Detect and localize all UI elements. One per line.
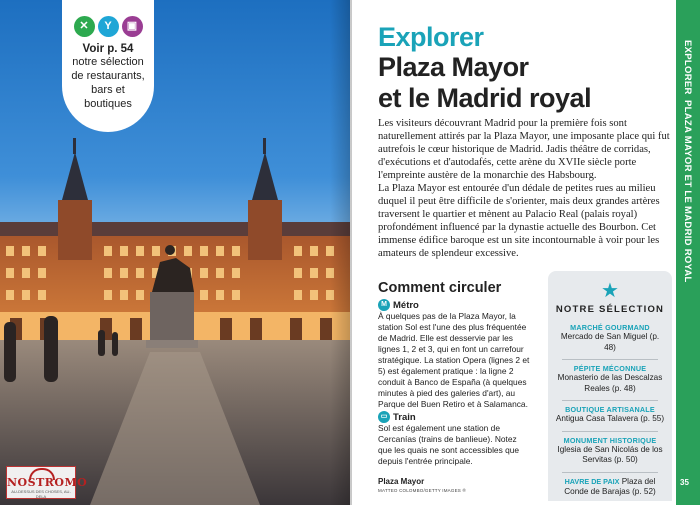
train-label: Train (393, 411, 416, 423)
page-title (378, 52, 591, 114)
text-page (352, 0, 676, 505)
selection-item (548, 323, 672, 353)
selection-category: PÉPITE MÉCONNUE (573, 364, 647, 373)
selection-place: Plaza del Conde de Barajas (p. 52) (564, 476, 656, 496)
selection-category: MONUMENT HISTORIQUE (563, 435, 657, 445)
photo-caption: Plaza Mayor (378, 477, 425, 486)
title-line: et le Madrid royal (378, 83, 592, 113)
star-icon: ★ (601, 280, 619, 302)
logo-tagline: AU-DESSUS DES CHOSES, AU-DELA (11, 489, 71, 499)
divider (562, 400, 658, 401)
photo-credit: MATTEO COLOMBO/GETTY IMAGES ® (378, 488, 466, 493)
selection-place: Iglesia de San Nicolás de los Servitas (p. 50) (557, 444, 663, 464)
shopping-bag-icon: ▣ (122, 16, 143, 37)
selection-item (548, 436, 672, 466)
nostromo-logo (6, 466, 88, 499)
intro-text (378, 117, 672, 260)
divider (562, 472, 658, 473)
metro-subheading (378, 299, 530, 311)
chapter-side-tab (676, 0, 700, 505)
metro-icon: M (378, 299, 390, 311)
train-subheading (378, 411, 530, 423)
selection-item (548, 364, 672, 394)
selection-category: MARCHÉ GOURMAND (570, 323, 650, 332)
intro-paragraph: La Plaza Mayor est entourée d'un dédale de petites rues au milieu duquel il peut être difficile de s'orienter, mais deux grandes artères traversent le quartier et mènent au Palacio Real (palais royal) profondément influencé par la dynastie actuelle des Bourbon. Cet immense édifice baroque est un site incontournable à voir pour les amateurs de splendeur excessive. (378, 183, 660, 259)
bubble-line: bars et (91, 84, 125, 96)
transport-section (378, 298, 530, 467)
logo-name: NOSTROMO (7, 476, 88, 489)
selection-place: Antigua Casa Talavera (p. 55) (555, 414, 665, 423)
selection-item (548, 405, 672, 425)
section-kicker: Explorer (378, 22, 484, 52)
logo-arc-icon (29, 468, 55, 480)
side-tab-chapter: PLAZA MAYOR ET LE MADRID ROYAL (682, 100, 693, 283)
transport-heading: Comment circuler (378, 280, 502, 296)
train-icon: ▭ (378, 411, 390, 423)
selection-box (548, 271, 672, 501)
glass-icon: Y (98, 16, 119, 37)
divider (562, 431, 658, 432)
see-also-bubble (62, 0, 154, 132)
bubble-line: notre sélection (72, 56, 144, 68)
intro-paragraph: Les visiteurs découvrant Madrid pour la première fois sont naturellement attirés par la Plaza Mayor, une imposante place qui fut autrefois le cœur historique de Madrid. Jadis théâtre de corridas, d'exécutions et d'autodafés, cette arène du XVIIe siècle porte l'empreinte austère de la monarchie des Habsbourg. (378, 118, 670, 181)
selection-category: BOUTIQUE ARTISANALE (565, 405, 655, 414)
side-tab-section: EXPLORER (682, 40, 693, 95)
metro-label: Métro (393, 299, 419, 311)
selection-item (548, 477, 672, 498)
divider (562, 359, 658, 360)
page-spine-shadow (330, 0, 352, 505)
selection-category: HAVRE DE PAIX (564, 476, 620, 486)
title-line: Plaza Mayor (378, 52, 529, 82)
selection-place: Monasterio de las Descalzas Reales (p. 48) (557, 373, 663, 393)
selection-title: NOTRE SÉLECTION (555, 304, 665, 315)
bubble-line: de restaurants, (71, 70, 145, 82)
see-page-link[interactable]: Voir p. 54 (82, 43, 134, 55)
cutlery-icon: ✕ (74, 16, 95, 37)
metro-text: À quelques pas de la Plaza Mayor, la station Sol est l'une des plus fréquentée de Madrid. Elle est desservie par les lignes 1, 2 et 3, qui en font un carrefour stratégique. La station Opera (lignes 2 et 5) est également pratique : la ligne 2 conduit à Banco de España (à quelques minutes à pied des galeries d'art), au Parque del Buen Retiro et à Salamanca. (378, 311, 530, 409)
page-number: 35 (680, 478, 689, 487)
train-text: Sol est également une station de Cercanías (trains de banlieue). Notez que les quais ne sont accessibles que depuis l'entrée principale. (378, 423, 520, 466)
selection-place: Mercado de San Miguel (p. 48) (560, 332, 660, 352)
bubble-line: boutiques (84, 98, 132, 110)
